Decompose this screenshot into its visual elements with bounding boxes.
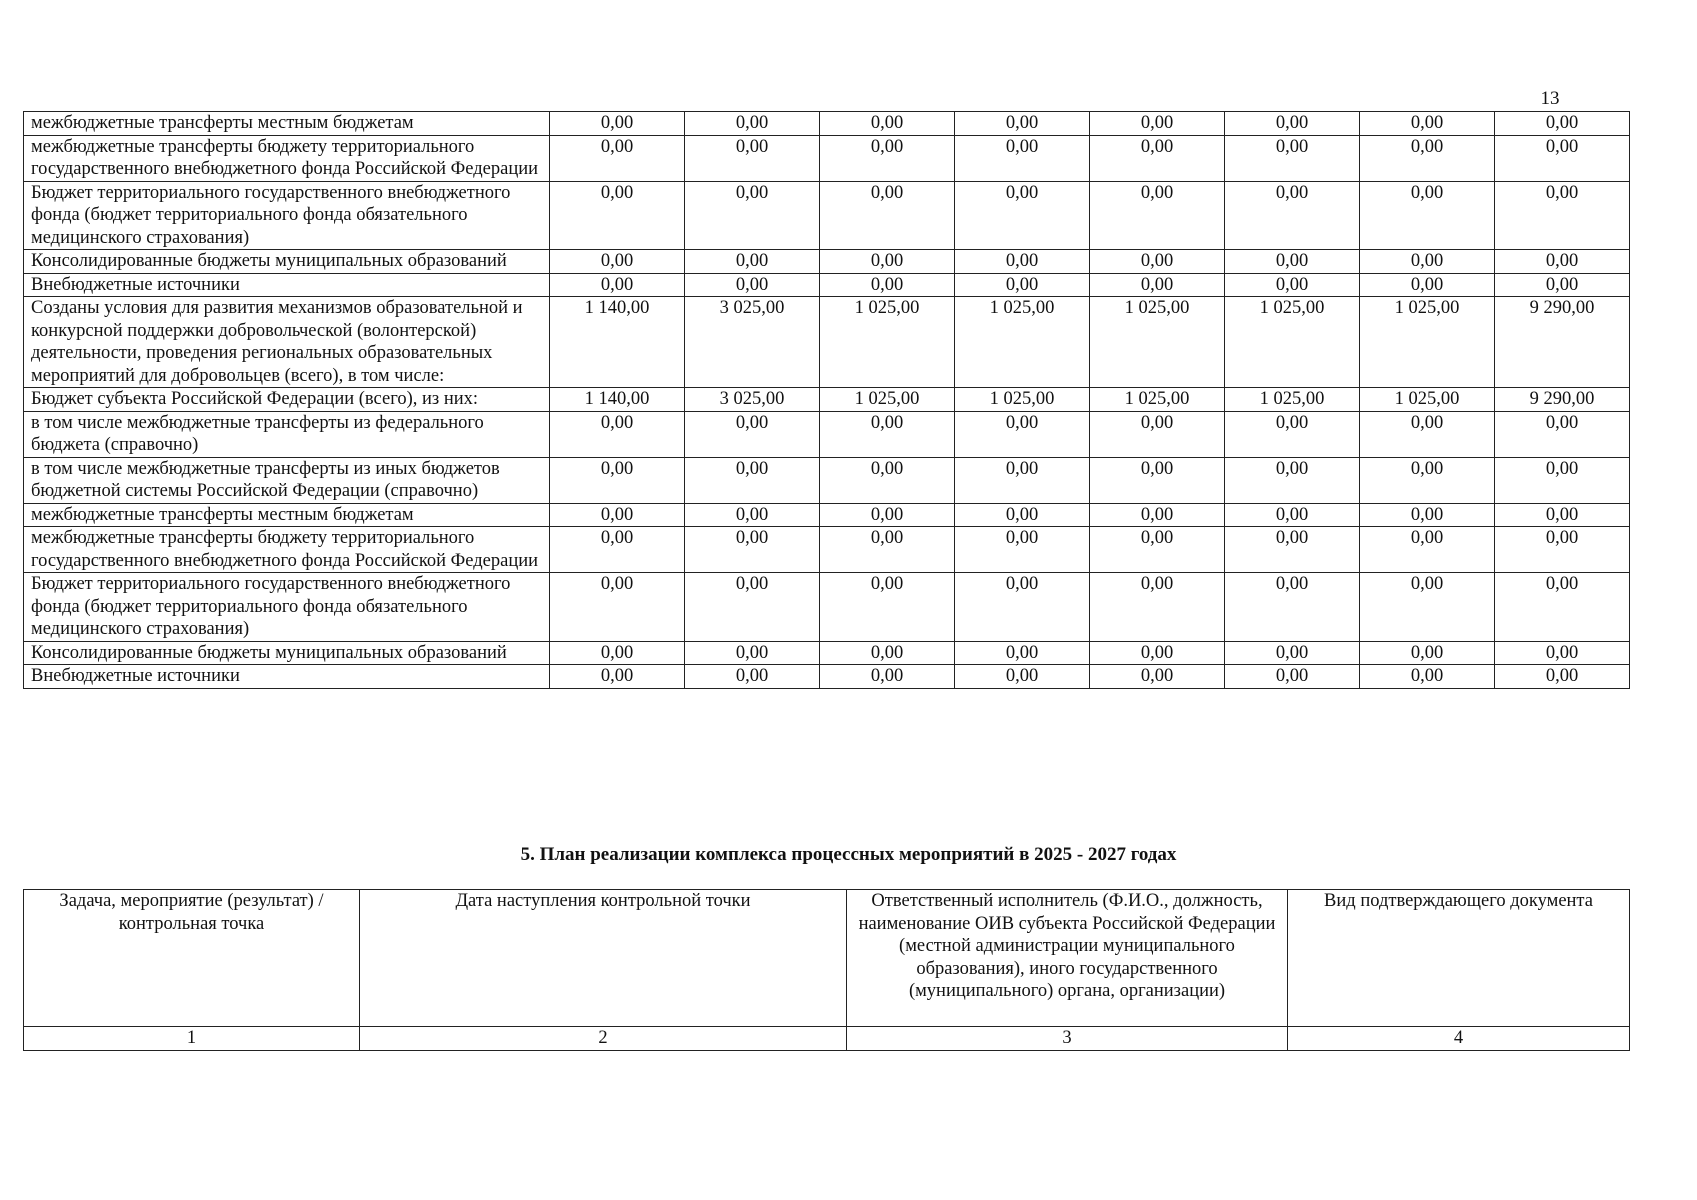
budget-value-cell: 0,00 (1090, 641, 1225, 665)
budget-value-cell: 1 025,00 (955, 297, 1090, 388)
budget-value-cell: 0,00 (550, 641, 685, 665)
budget-value-cell: 0,00 (1360, 273, 1495, 297)
budget-value-cell: 0,00 (1360, 665, 1495, 689)
budget-value-cell: 0,00 (1225, 273, 1360, 297)
budget-row (24, 112, 1630, 136)
budget-value-cell: 0,00 (1090, 250, 1225, 274)
budget-table (23, 111, 1630, 689)
budget-value-cell: 0,00 (1090, 135, 1225, 181)
budget-row (24, 250, 1630, 274)
budget-value-cell: 0,00 (685, 641, 820, 665)
budget-value-cell: 0,00 (550, 573, 685, 642)
budget-row (24, 503, 1630, 527)
budget-row (24, 135, 1630, 181)
budget-row (24, 273, 1630, 297)
budget-value-cell: 0,00 (1225, 250, 1360, 274)
budget-value-cell: 0,00 (820, 503, 955, 527)
budget-value-cell: 0,00 (955, 503, 1090, 527)
budget-value-cell: 0,00 (955, 527, 1090, 573)
budget-row (24, 297, 1630, 388)
budget-value-cell: 1 025,00 (820, 297, 955, 388)
budget-value-cell: 0,00 (550, 527, 685, 573)
budget-value-cell: 0,00 (685, 411, 820, 457)
budget-value-cell: 0,00 (1495, 573, 1630, 642)
budget-value-cell: 0,00 (1360, 181, 1495, 250)
column-number: 4 (1288, 1027, 1630, 1051)
budget-value-cell: 0,00 (1360, 411, 1495, 457)
budget-value-cell: 0,00 (1495, 112, 1630, 136)
budget-row (24, 457, 1630, 503)
budget-value-cell: 0,00 (685, 665, 820, 689)
column-number: 3 (847, 1027, 1288, 1051)
budget-value-cell: 0,00 (1495, 665, 1630, 689)
header-responsible: Ответственный исполнитель (Ф.И.О., должность, наименование ОИВ субъекта Российской Федерации (местной администрации муниципального образования), иного государственного (муниципального) органа, организации) (847, 890, 1288, 1027)
budget-value-cell: 0,00 (820, 411, 955, 457)
header-task: Задача, мероприятие (результат) / контрольная точка (24, 890, 360, 1027)
budget-value-cell: 0,00 (1090, 573, 1225, 642)
budget-value-cell: 0,00 (820, 181, 955, 250)
budget-value-cell: 0,00 (955, 411, 1090, 457)
budget-value-cell: 0,00 (955, 181, 1090, 250)
budget-value-cell: 0,00 (1360, 641, 1495, 665)
budget-row (24, 665, 1630, 689)
budget-value-cell: 0,00 (550, 273, 685, 297)
budget-row (24, 573, 1630, 642)
budget-value-cell: 0,00 (955, 665, 1090, 689)
budget-value-cell: 0,00 (685, 503, 820, 527)
budget-value-cell: 0,00 (955, 135, 1090, 181)
budget-value-cell: 0,00 (550, 250, 685, 274)
budget-value-cell: 0,00 (1225, 641, 1360, 665)
budget-value-cell: 0,00 (1495, 250, 1630, 274)
budget-value-cell: 9 290,00 (1495, 297, 1630, 388)
budget-value-cell: 0,00 (1360, 135, 1495, 181)
budget-value-cell: 0,00 (1495, 273, 1630, 297)
budget-value-cell: 0,00 (1090, 503, 1225, 527)
budget-value-cell: 1 025,00 (1225, 297, 1360, 388)
header-document: Вид подтверждающего документа (1288, 890, 1630, 1027)
budget-value-cell: 0,00 (550, 181, 685, 250)
budget-row-label: Бюджет территориального государственного внебюджетного фонда (бюджет территориального фонда обязательного медицинского страхования) (24, 181, 550, 250)
section-title: 5. План реализации комплекса процессных мероприятий в 2025 - 2027 годах (520, 844, 1177, 865)
budget-value-cell: 0,00 (550, 665, 685, 689)
budget-value-cell: 0,00 (550, 135, 685, 181)
budget-value-cell: 0,00 (1090, 457, 1225, 503)
budget-value-cell: 0,00 (685, 457, 820, 503)
budget-row-label: Созданы условия для развития механизмов образовательной и конкурсной поддержки добровольческой (волонтерской) деятельности, проведения региональных образовательных мероприятий для добровольцев (всего), в том числе: (24, 297, 550, 388)
budget-value-cell: 1 025,00 (1090, 297, 1225, 388)
plan-number-row (24, 1027, 1630, 1051)
budget-row-label: межбюджетные трансферты местным бюджетам (24, 112, 550, 136)
budget-value-cell: 0,00 (1225, 181, 1360, 250)
budget-value-cell: 0,00 (1495, 527, 1630, 573)
budget-value-cell: 0,00 (1225, 457, 1360, 503)
budget-row-label: межбюджетные трансферты местным бюджетам (24, 503, 550, 527)
budget-value-cell: 0,00 (1225, 411, 1360, 457)
budget-value-cell: 0,00 (1360, 457, 1495, 503)
budget-value-cell: 0,00 (550, 112, 685, 136)
budget-row-label: Бюджет территориального государственного внебюджетного фонда (бюджет территориального фонда обязательного медицинского страхования) (24, 573, 550, 642)
budget-value-cell: 0,00 (685, 273, 820, 297)
budget-value-cell: 1 025,00 (1225, 388, 1360, 412)
budget-value-cell: 1 025,00 (1090, 388, 1225, 412)
column-number: 2 (360, 1027, 847, 1051)
budget-value-cell: 0,00 (1495, 503, 1630, 527)
budget-row-label: Внебюджетные источники (24, 665, 550, 689)
budget-value-cell: 1 140,00 (550, 297, 685, 388)
budget-value-cell: 0,00 (820, 112, 955, 136)
budget-value-cell: 0,00 (820, 573, 955, 642)
budget-value-cell: 3 025,00 (685, 388, 820, 412)
budget-value-cell: 0,00 (550, 457, 685, 503)
budget-value-cell: 0,00 (685, 181, 820, 250)
plan-header-row (24, 890, 1630, 1027)
budget-value-cell: 0,00 (685, 112, 820, 136)
budget-row (24, 388, 1630, 412)
budget-value-cell: 0,00 (1495, 135, 1630, 181)
budget-value-cell: 0,00 (955, 457, 1090, 503)
budget-value-cell: 0,00 (685, 527, 820, 573)
budget-value-cell: 0,00 (955, 573, 1090, 642)
budget-value-cell: 0,00 (1090, 181, 1225, 250)
budget-value-cell: 0,00 (1090, 527, 1225, 573)
budget-value-cell: 0,00 (820, 641, 955, 665)
budget-value-cell: 0,00 (550, 503, 685, 527)
budget-value-cell: 0,00 (1225, 665, 1360, 689)
budget-row-label: в том числе межбюджетные трансферты из федерального бюджета (справочно) (24, 411, 550, 457)
budget-value-cell: 0,00 (820, 135, 955, 181)
header-date: Дата наступления контрольной точки (360, 890, 847, 1027)
budget-value-cell: 0,00 (1360, 250, 1495, 274)
budget-value-cell: 0,00 (685, 135, 820, 181)
budget-value-cell: 0,00 (1090, 273, 1225, 297)
budget-value-cell: 0,00 (1495, 457, 1630, 503)
budget-value-cell: 0,00 (955, 112, 1090, 136)
budget-value-cell: 0,00 (955, 250, 1090, 274)
budget-value-cell: 0,00 (820, 250, 955, 274)
budget-row-label: межбюджетные трансферты бюджету территориального государственного внебюджетного фонда Российской Федерации (24, 135, 550, 181)
budget-value-cell: 0,00 (1360, 573, 1495, 642)
budget-value-cell: 0,00 (685, 573, 820, 642)
budget-value-cell: 1 025,00 (955, 388, 1090, 412)
budget-value-cell: 0,00 (820, 527, 955, 573)
budget-value-cell: 0,00 (1090, 112, 1225, 136)
budget-value-cell: 1 025,00 (820, 388, 955, 412)
budget-value-cell: 0,00 (1495, 641, 1630, 665)
budget-row (24, 411, 1630, 457)
budget-value-cell: 1 025,00 (1360, 297, 1495, 388)
budget-value-cell: 0,00 (1495, 411, 1630, 457)
budget-row-label: Консолидированные бюджеты муниципальных образований (24, 641, 550, 665)
budget-row-label: Внебюджетные источники (24, 273, 550, 297)
budget-value-cell: 0,00 (1090, 665, 1225, 689)
budget-value-cell: 0,00 (1225, 112, 1360, 136)
budget-value-cell: 0,00 (1225, 135, 1360, 181)
budget-value-cell: 0,00 (820, 273, 955, 297)
budget-value-cell: 0,00 (1090, 411, 1225, 457)
budget-value-cell: 0,00 (820, 665, 955, 689)
budget-row-label: в том числе межбюджетные трансферты из иных бюджетов бюджетной системы Российской Федерации (справочно) (24, 457, 550, 503)
page-number: 13 (1540, 88, 1560, 109)
budget-value-cell: 9 290,00 (1495, 388, 1630, 412)
plan-table (23, 889, 1630, 1051)
budget-value-cell: 0,00 (955, 641, 1090, 665)
budget-value-cell: 0,00 (550, 411, 685, 457)
budget-value-cell: 0,00 (1225, 527, 1360, 573)
budget-value-cell: 0,00 (1495, 181, 1630, 250)
budget-value-cell: 0,00 (1360, 112, 1495, 136)
budget-row (24, 527, 1630, 573)
budget-row-label: межбюджетные трансферты бюджету территориального государственного внебюджетного фонда Российской Федерации (24, 527, 550, 573)
budget-value-cell: 0,00 (685, 250, 820, 274)
budget-value-cell: 3 025,00 (685, 297, 820, 388)
budget-value-cell: 0,00 (1360, 503, 1495, 527)
budget-row (24, 641, 1630, 665)
budget-row-label: Бюджет субъекта Российской Федерации (всего), из них: (24, 388, 550, 412)
budget-row (24, 181, 1630, 250)
budget-value-cell: 0,00 (1225, 573, 1360, 642)
budget-row-label: Консолидированные бюджеты муниципальных образований (24, 250, 550, 274)
budget-value-cell: 0,00 (1225, 503, 1360, 527)
budget-value-cell: 0,00 (820, 457, 955, 503)
budget-value-cell: 0,00 (955, 273, 1090, 297)
column-number: 1 (24, 1027, 360, 1051)
budget-value-cell: 1 025,00 (1360, 388, 1495, 412)
budget-value-cell: 0,00 (1360, 527, 1495, 573)
budget-value-cell: 1 140,00 (550, 388, 685, 412)
